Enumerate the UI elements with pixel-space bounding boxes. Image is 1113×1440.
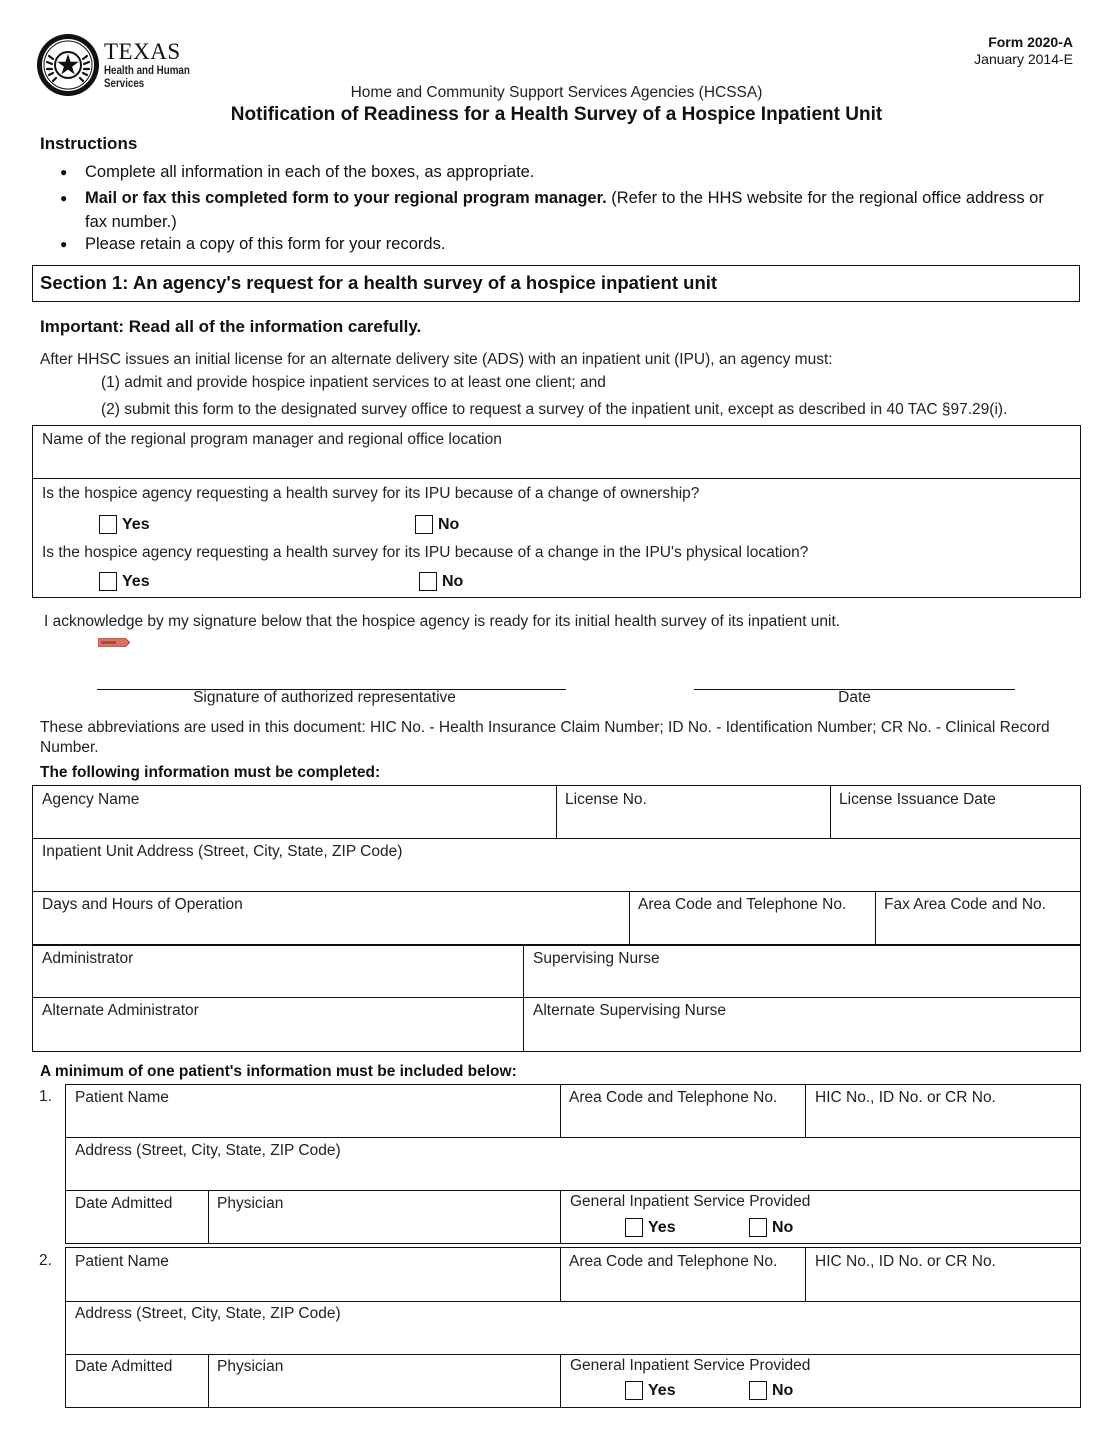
page-title: Notification of Readiness for a Health Survey of a Hospice Inpatient Unit [230,104,883,125]
regional-manager-label: Name of the regional program manager and regional office location [42,431,502,448]
patient-2-gip-no-checkbox[interactable] [749,1381,767,1400]
instruction-item: ● Mail or fax this completed form to your regional program manager. (Refer to the HHS website for the regional office address or fax number.) [60,186,1060,234]
supervising-nurse-field[interactable]: Supervising Nurse [523,944,1081,998]
form-identifier [974,34,1073,68]
patients-heading: A minimum of one patient's information must be included below: [40,1063,517,1080]
location-yes-checkbox[interactable] [99,572,117,591]
patient-2-hic-field[interactable]: HIC No., ID No. or CR No. [805,1247,1081,1302]
license-issuance-date-field[interactable]: License Issuance Date [830,785,1081,839]
alternate-supervising-nurse-field[interactable]: Alternate Supervising Nurse [523,997,1081,1052]
ownership-question: Is the hospice agency requesting a health survey for its IPU because of a change of ownership? [42,485,700,502]
sign-here-tag-icon[interactable] [98,638,130,647]
patient-2-gip-field: General Inpatient Service Provided Yes No [560,1354,1081,1408]
location-yes-option[interactable]: Yes [99,572,150,591]
page-subtitle: Home and Community Support Services Agencies (HCSSA) [350,84,763,101]
ownership-no-checkbox[interactable] [415,515,433,534]
logo-texas-text: TEXAS [104,39,181,64]
patient-1-gip-field: General Inpatient Service Provided Yes No [560,1190,1081,1244]
alternate-administrator-field[interactable]: Alternate Administrator [32,997,524,1052]
form-revision-date: January 2014-E [974,51,1073,67]
abbreviations-note: These abbreviations are used in this document: HIC No. - Health Insurance Claim Number; ID No. - Identification Number; CR No. - Clinical Record Number. [40,719,1050,756]
important-notice: Important: Read all of the information carefully. [40,317,422,336]
patient-1-physician-field[interactable]: Physician [208,1190,561,1244]
patient-2-physician-field[interactable]: Physician [208,1354,561,1408]
patient-1-gip-yes-option[interactable]: Yes [625,1218,676,1237]
requirement-step-2: (2) submit this form to the designated survey office to request a survey of the inpatient unit, except as described in 40 TAC §97.29(i). [101,401,1008,418]
form-number: Form 2020-A [988,34,1073,50]
patient-2-address-field[interactable]: Address (Street, City, State, ZIP Code) [65,1301,1081,1355]
patient-number: 2. [39,1252,52,1269]
patient-1-gip-no-checkbox[interactable] [749,1218,767,1237]
intro-paragraph: After HHSC issues an initial license for an alternate delivery site (ADS) with an inpatient unit (IPU), an agency must: [40,351,833,368]
agency-name-field[interactable]: Agency Name [32,785,557,839]
section-1-heading: Section 1: An agency's request for a health survey of a hospice inpatient unit [32,265,1080,302]
patient-1-date-admitted-field[interactable]: Date Admitted [65,1190,209,1244]
regional-manager-field[interactable] [32,425,1081,479]
agency-phone-field[interactable]: Area Code and Telephone No. [629,891,876,945]
patient-1-phone-field[interactable]: Area Code and Telephone No. [560,1084,806,1138]
signature-label: Signature of authorized representative [193,689,456,706]
patient-1-gip-yes-checkbox[interactable] [625,1218,643,1237]
requirement-step-1: (1) admit and provide hospice inpatient services to at least one client; and [101,374,606,391]
days-hours-field[interactable]: Days and Hours of Operation [32,891,630,945]
location-no-option[interactable]: No [419,572,463,591]
patient-number: 1. [39,1088,52,1105]
instructions-heading: Instructions [40,134,138,153]
logo-hhs-line: Health and Human [104,65,190,77]
logo-services-line: Services [104,78,145,90]
inpatient-unit-address-field[interactable]: Inpatient Unit Address (Street, City, State, ZIP Code) [32,838,1081,892]
patient-2-date-admitted-field[interactable]: Date Admitted [65,1354,209,1408]
location-question: Is the hospice agency requesting a health survey for its IPU because of a change in the IPU's physical location? [42,544,809,561]
administrator-field[interactable]: Administrator [32,944,524,998]
location-no-checkbox[interactable] [419,572,437,591]
ownership-yes-checkbox[interactable] [99,515,117,534]
patient-2-gip-no-option[interactable]: No [749,1381,793,1400]
patient-1-hic-field[interactable]: HIC No., ID No. or CR No. [805,1084,1081,1138]
ownership-no-option[interactable]: No [415,515,459,534]
date-label: Date [838,689,871,706]
instructions-list [60,160,1060,258]
must-complete-heading: The following information must be completed: [40,764,381,781]
patient-2-gip-yes-checkbox[interactable] [625,1381,643,1400]
acknowledgement-text: I acknowledge by my signature below that the hospice agency is ready for its initial health survey of its inpatient unit. [44,613,841,630]
patient-2-gip-yes-option[interactable]: Yes [625,1381,676,1400]
agency-fax-field[interactable]: Fax Area Code and No. [875,891,1081,945]
instruction-item: ● Complete all information in each of the boxes, as appropriate. [60,160,1060,184]
patient-1-name-field[interactable]: Patient Name [65,1084,561,1138]
patient-1-gip-no-option[interactable]: No [749,1218,793,1237]
patient-2-name-field[interactable]: Patient Name [65,1247,561,1302]
patient-2-phone-field[interactable]: Area Code and Telephone No. [560,1247,806,1302]
survey-reason-questions [32,478,1081,598]
patient-1-address-field[interactable]: Address (Street, City, State, ZIP Code) [65,1137,1081,1191]
instruction-item: ● Please retain a copy of this form for your records. [60,232,1060,256]
ownership-yes-option[interactable]: Yes [99,515,150,534]
license-number-field[interactable]: License No. [556,785,831,839]
